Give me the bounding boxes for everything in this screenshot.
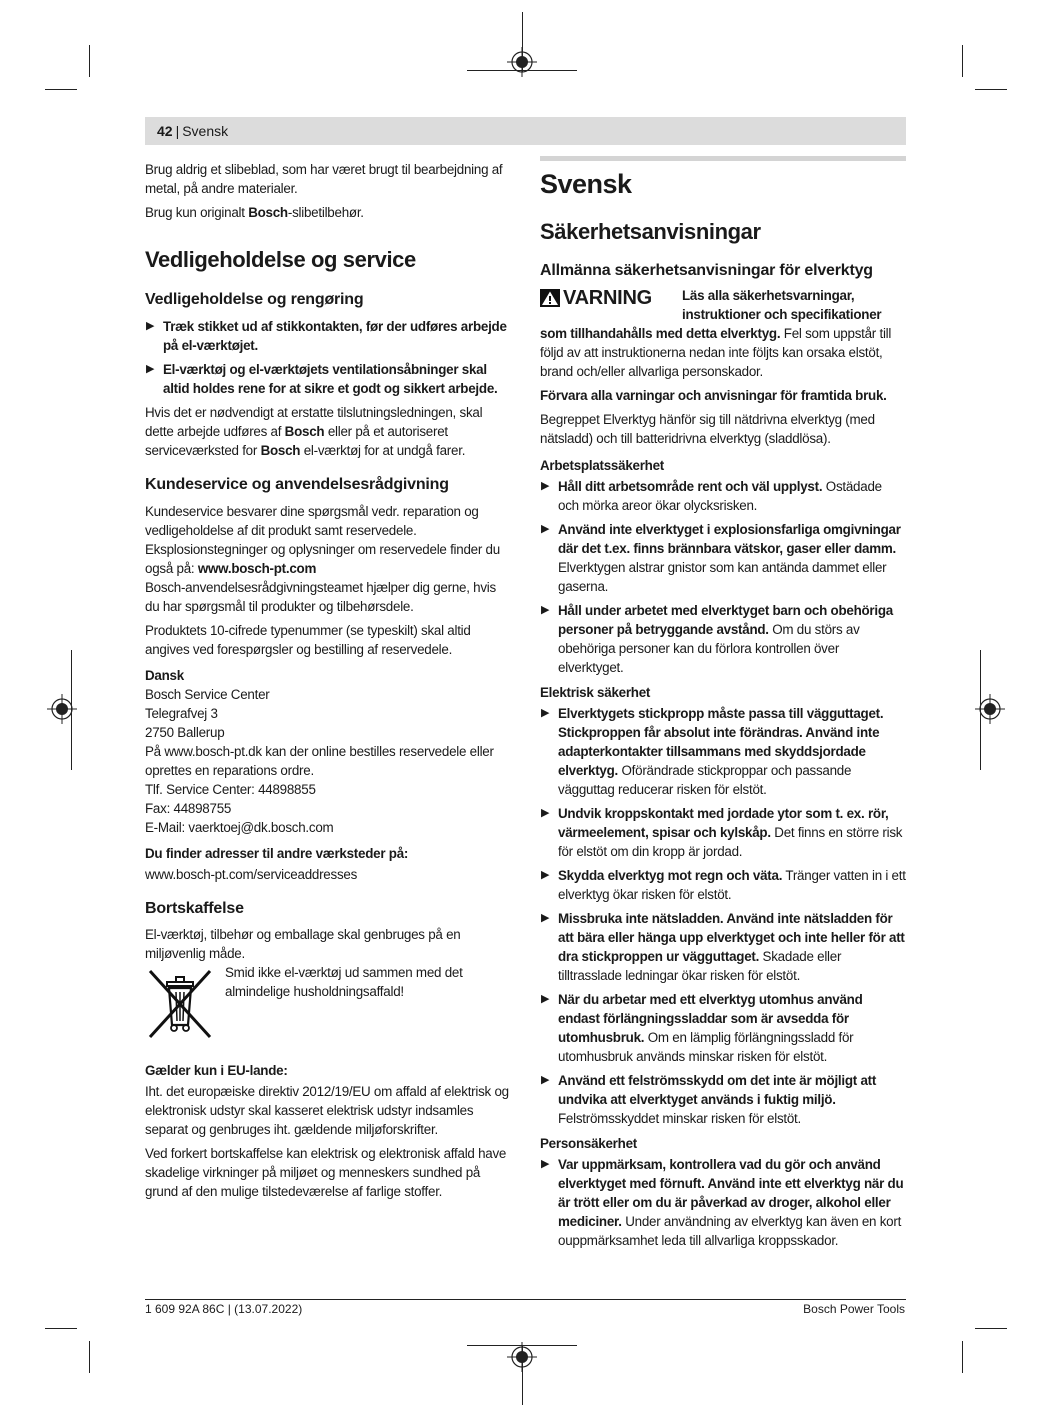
paragraph: Bosch-anvendelsesrådgivningsteamet hjælper dig gerne, hvis du har spørgsmål til produkter og tilbehørsdele. [145, 580, 496, 614]
list-item: ▶ Håll under arbetet med elverktyget barn och obehöriga personer på betryggande avstånd. Om du störs av obehöriga personer kan du förlora kontrollen över elverktyget. [541, 603, 893, 675]
paragraph: Brug kun originalt Bosch-slibetilbehør. [145, 205, 364, 220]
bullet-arrow-icon: ▶ [541, 480, 550, 492]
bullet-arrow-icon: ▶ [541, 1158, 550, 1170]
footer-divider [145, 1299, 906, 1300]
list-item: ▶ Træk stikket ud af stikkontakten, før der udføres arbejde på el-værktøjet. [146, 319, 507, 353]
country-label: Dansk [145, 668, 184, 683]
disposal-warning-text: Smid ikke el-værktøj ud sammen med det almindelige husholdningsaffald! [225, 965, 463, 999]
bullet-arrow-icon: ▶ [541, 1074, 550, 1086]
bullet-list [540, 704, 906, 1128]
bullet-arrow-icon: ▶ [541, 523, 550, 535]
service-address: Bosch Service Center Telegrafvej 3 2750 Ballerup På www.bosch-pt.dk kan der online bestilles reservedele eller oprettes en reparations ordre. Tlf. Service Center: 44898855 Fax: 44898755 E-Mail: vaerktoej@dk.bosch.com [145, 685, 513, 837]
paragraph: Ved forkert bortskaffelse kan elektrisk og elektronisk affald have skadelige virkninger på miljøet og menneskers sundhed på grund af den mulige tilstedeværelse af farlige stoffer. [145, 1146, 507, 1199]
list-item: ▶ Skydda elverktyg mot regn och väta. Tränger vatten in i ett elverktyg ökar risken för elstöt. [541, 868, 906, 902]
paragraph: Produktets 10-cifrede typenummer (se typeskilt) skal altid angives ved forespørgsler og bestilling af reservedele. [145, 623, 471, 657]
crop-mark [975, 1328, 1007, 1329]
paragraph: Kundeservice besvarer dine spørgsmål vedr. reparation og vedligeholdelse af dit produkt samt reservedele. Eksplosionstegninger og oplysninger om reservedele finder du også på: www.bosch-pt.com [145, 504, 500, 576]
paragraph: Begreppet Elverktyg hänför sig till nätdrivna elverktyg (med nätsladd) och till batteridrivna elverktyg (sladdlösa). [540, 412, 875, 446]
registration-mark-icon [507, 47, 537, 77]
subsection-heading: Allmänna säkerhetsanvisningar för elverktyg [540, 262, 873, 279]
section-heading: Säkerhetsanvisningar [540, 219, 761, 244]
paragraph-heading: Du finder adresser til andre værksteder på: [145, 846, 409, 861]
list-item: ▶ Elverktygets stickpropp måste passa till vägguttaget. Stickproppen får absolut inte förändras. Använd inte adapterkontakter tillsammans med skyddsjordade elverktyg. Oförändrade stickproppar och passande vägguttag reducerar risken för elstöt. [541, 706, 884, 797]
list-item: ▶ Håll ditt arbetsområde rent och väl upplyst. Ostädade och mörka areor ökar olycksrisken. [541, 479, 882, 513]
bullet-arrow-icon: ▶ [541, 869, 550, 881]
bullet-arrow-icon: ▶ [541, 993, 550, 1005]
list-item: ▶ Använd inte elverktyget i explosionsfarliga omgivningar där det t.ex. finns brännbara vätskor, gaser eller damm. Elverktygen alstrar gnistor som kan antända dammet eller gaserna. [541, 522, 901, 594]
subsection-heading: Bortskaffelse [145, 900, 244, 917]
warning-label: VARNING [540, 286, 682, 310]
page-header [145, 117, 906, 145]
section-heading: Vedligeholdelse og service [145, 247, 416, 272]
language-heading: Svensk [540, 169, 632, 199]
crop-mark [962, 45, 963, 77]
crop-mark [89, 1341, 90, 1373]
bullet-list [145, 317, 513, 398]
paragraph: Förvara alla varningar och anvisningar för framtida bruk. [540, 388, 887, 403]
warning-triangle-icon [540, 289, 560, 307]
left-column [145, 160, 513, 1206]
crop-mark [962, 1341, 963, 1373]
paragraph-heading: Elektrisk säkerhet [540, 685, 651, 700]
right-column [540, 160, 906, 1255]
header-separator: | [175, 123, 180, 139]
bullet-arrow-icon: ▶ [541, 604, 550, 616]
disposal-notice [145, 965, 513, 1045]
crop-mark [89, 45, 90, 77]
paragraph-heading: Arbetsplatssäkerhet [540, 458, 665, 473]
bullet-list [540, 477, 906, 677]
warning-intro: Läs alla säkerhetsvarningar, instruktioner och specifikationer [682, 288, 882, 322]
registration-mark-icon [507, 1342, 537, 1372]
paragraph-heading: Personsäkerhet [540, 1136, 637, 1151]
paragraph: Iht. det europæiske direktiv 2012/19/EU om affald af elektrisk og elektronisk udstyr skal kasseret elektrisk udstyr indsamles separat og genbruges iht. gældende miljøforskrifter. [145, 1084, 509, 1137]
bullet-arrow-icon: ▶ [541, 807, 550, 819]
list-item: ▶ När du arbetar med ett elverktyg utomhus använd endast förlängningssladdar som är avsedda för utomhusbruk. Om en lämplig förlängningssladd för utomhusbruk används minskar risken för elstöt. [541, 992, 863, 1064]
subsection-heading: Vedligeholdelse og rengøring [145, 291, 364, 308]
email-link[interactable]: E-Mail: vaerktoej@dk.bosch.com [145, 820, 334, 835]
bullet-arrow-icon: ▶ [541, 707, 550, 719]
registration-mark-icon [975, 694, 1005, 724]
crop-mark [975, 89, 1007, 90]
list-item: ▶ El-værktøj og el-værktøjets ventilationsåbninger skal altid holdes rene for at sikre et godt og sikkert arbejde. [146, 362, 498, 396]
bullet-arrow-icon: ▶ [146, 320, 155, 332]
crop-mark [45, 1328, 77, 1329]
bullet-list [540, 1155, 906, 1250]
list-item: ▶ Undvik kroppskontakt med jordade ytor som t. ex. rör, värmeelement, spisar och kylskåp. Det finns en större risk för elstöt om din kropp är jordad. [541, 806, 903, 859]
crossed-out-bin-icon [145, 965, 215, 1045]
warning-block [540, 286, 906, 324]
page-number: 42 [157, 123, 173, 139]
website-link[interactable]: www.bosch-pt.com [197, 561, 317, 576]
bullet-arrow-icon: ▶ [541, 912, 550, 924]
paragraph-heading: Gælder kun i EU-lande: [145, 1063, 288, 1078]
subsection-heading: Kundeservice og anvendelsesrådgivning [145, 476, 449, 493]
section-divider [540, 156, 906, 161]
list-item: ▶ Var uppmärksam, kontrollera vad du gör och använd elverktyget med förnuft. Använd inte ett elverktyg när du är trött eller om du är påverkad av droger, alkohol eller mediciner. Under användning av elverktyg kan även en kort ouppmärksamhet leda till allvarliga kroppsskador. [541, 1157, 904, 1248]
paragraph: som tillhandahålls med detta elverktyg. Fel som uppstår till följd av att instruktionerna nedan inte följts kan orsaka elstöt, brand och/eller allvarliga personskador. [540, 326, 892, 379]
paragraph: Hvis det er nødvendigt at erstatte tilslutningsledningen, skal dette arbejde udføres af Bosch eller på et autoriseret serviceværksted for Bosch el-værktøj for at undgå farer. [145, 405, 483, 458]
header-language: Svensk [182, 123, 229, 139]
footer-brand: Bosch Power Tools [803, 1302, 905, 1316]
paragraph: El-værktøj, tilbehør og emballage skal genbruges på en miljøvenlig måde. [145, 927, 461, 961]
list-item: ▶ Använd ett felströmsskydd om det inte är möjligt att undvika att elverktyget används i fuktig miljö. Felströmsskyddet minskar risken för elstöt. [541, 1073, 877, 1126]
paragraph: Brug aldrig et slibeblad, som har været brugt til bearbejdning af metal, på andre materialer. [145, 162, 503, 196]
registration-mark-icon [47, 694, 77, 724]
website-link[interactable]: www.bosch-pt.com/serviceaddresses [145, 867, 358, 882]
list-item: ▶ Missbruka inte nätsladden. Använd inte nätsladden för att bära eller hänga upp elverktyget och inte heller för att dra stickproppen ur vägguttaget. Skadade eller tilltrasslade ledningar ökar risken för elstöt. [541, 911, 905, 983]
bullet-arrow-icon: ▶ [146, 363, 155, 375]
footer-doc-id: 1 609 92A 86C | (13.07.2022) [145, 1302, 303, 1316]
crop-mark [45, 89, 77, 90]
